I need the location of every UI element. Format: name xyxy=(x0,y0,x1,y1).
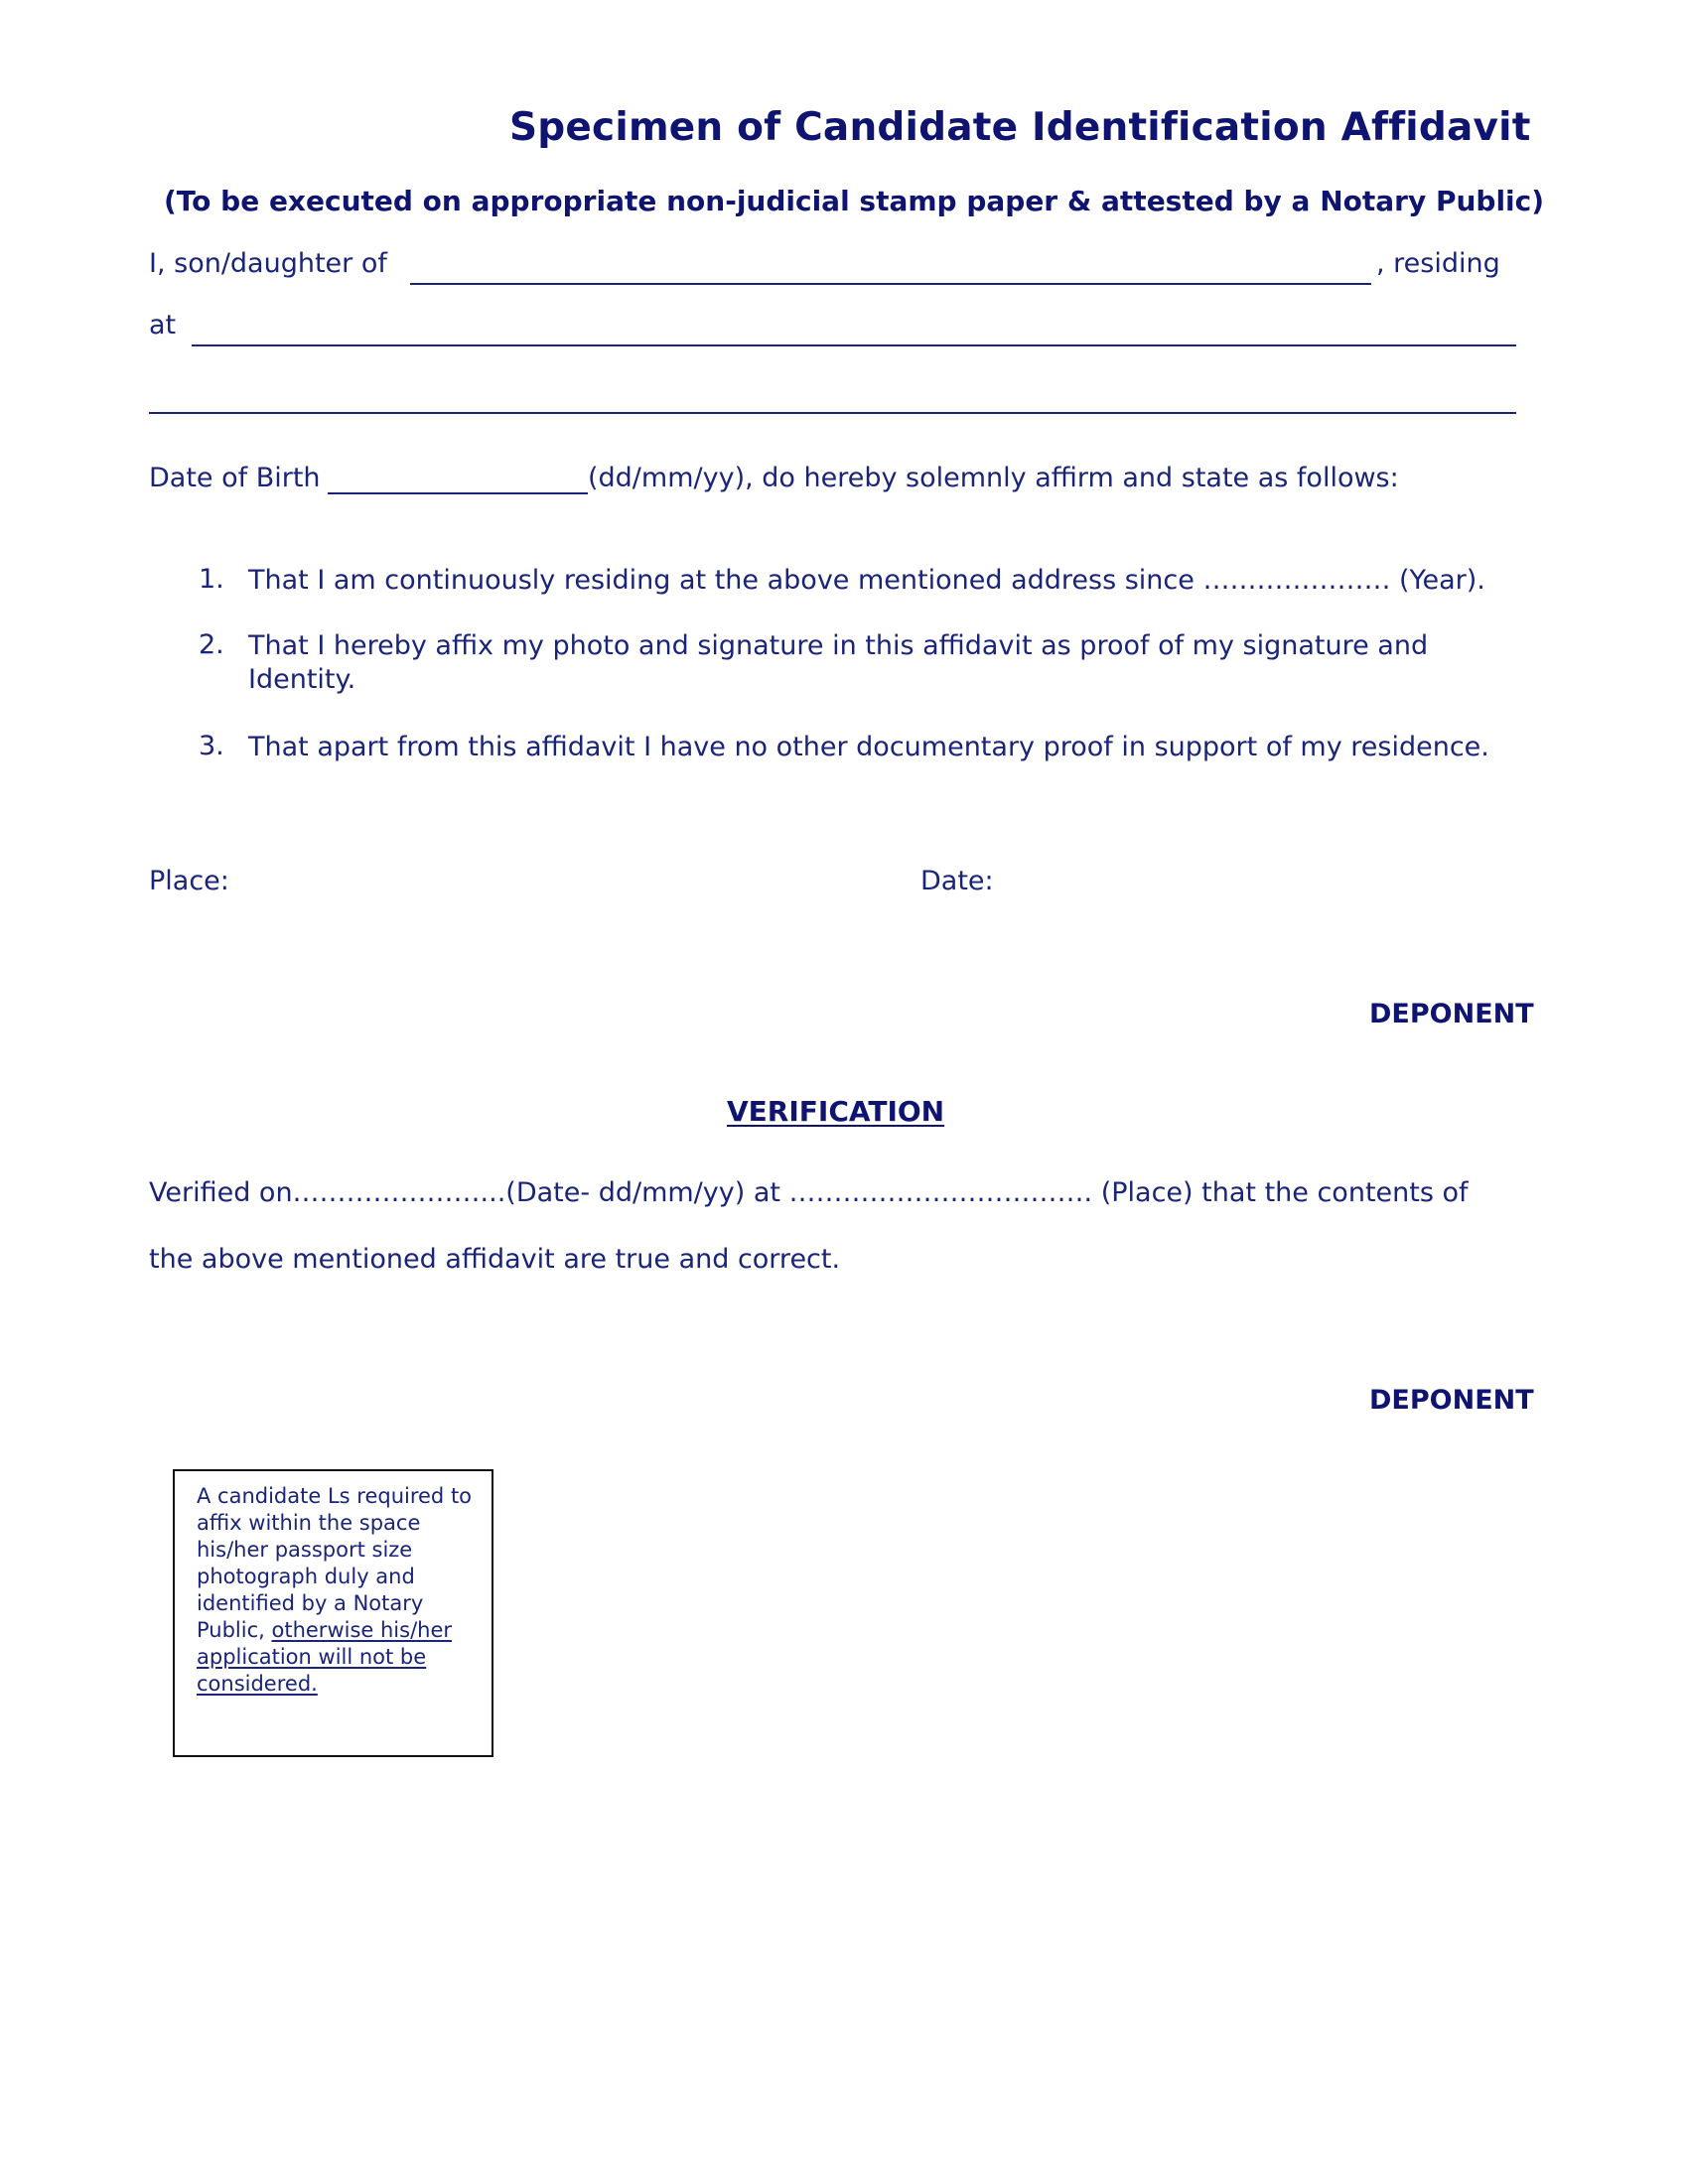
deponent-label-2: DEPONENT xyxy=(1369,1385,1534,1416)
dob-line xyxy=(328,492,588,494)
parent-name-line xyxy=(410,283,1371,285)
photo-instruction xyxy=(197,1483,485,1698)
dob-statement: (dd/mm/yy), do hereby solemnly affirm and state as follows: xyxy=(588,463,1399,493)
verification-line-2: the above mentioned affidavit are true and correct. xyxy=(149,1244,841,1275)
item-2-text: That I hereby affix my photo and signature in this affidavit as proof of my signature and Identity. xyxy=(248,630,1429,695)
intro-prefix: I, son/daughter of xyxy=(149,248,387,279)
photo-instruction-warning: otherwise his/her application will not be considered. xyxy=(197,1618,453,1696)
item-3-number: 3. xyxy=(199,731,224,761)
address-line-1 xyxy=(192,344,1516,346)
document-subtitle: (To be executed on appropriate non-judicial stamp paper & attested by a Notary Public) xyxy=(164,185,1545,217)
dob-label: Date of Birth xyxy=(149,463,321,493)
place-label: Place: xyxy=(149,866,229,896)
date-label: Date: xyxy=(920,866,994,896)
item-1-text: That I am continuously residing at the above mentioned address since ………………… (Year). xyxy=(248,565,1485,596)
address-line-2 xyxy=(149,412,1516,414)
deponent-label-1: DEPONENT xyxy=(1369,999,1534,1029)
at-label: at xyxy=(149,310,177,341)
verification-heading: VERIFICATION xyxy=(727,1095,945,1128)
item-3-text: That apart from this affidavit I have no other documentary proof in support of my residence. xyxy=(248,732,1489,762)
intro-suffix: , residing xyxy=(1376,248,1500,279)
document-title: Specimen of Candidate Identification Affidavit xyxy=(509,105,1531,150)
photo-instruction-plain: A candidate Ls required to affix within the space his/her passport size photograph duly and identified by a Notary Public, xyxy=(197,1484,473,1642)
item-2-number: 2. xyxy=(199,629,224,660)
photo-box[interactable] xyxy=(173,1469,493,1757)
verification-line-1: Verified on…………………...(Date- dd/mm/yy) at ……………………………. (Place) that the contents of xyxy=(149,1177,1469,1208)
item-1-number: 1. xyxy=(199,564,224,595)
